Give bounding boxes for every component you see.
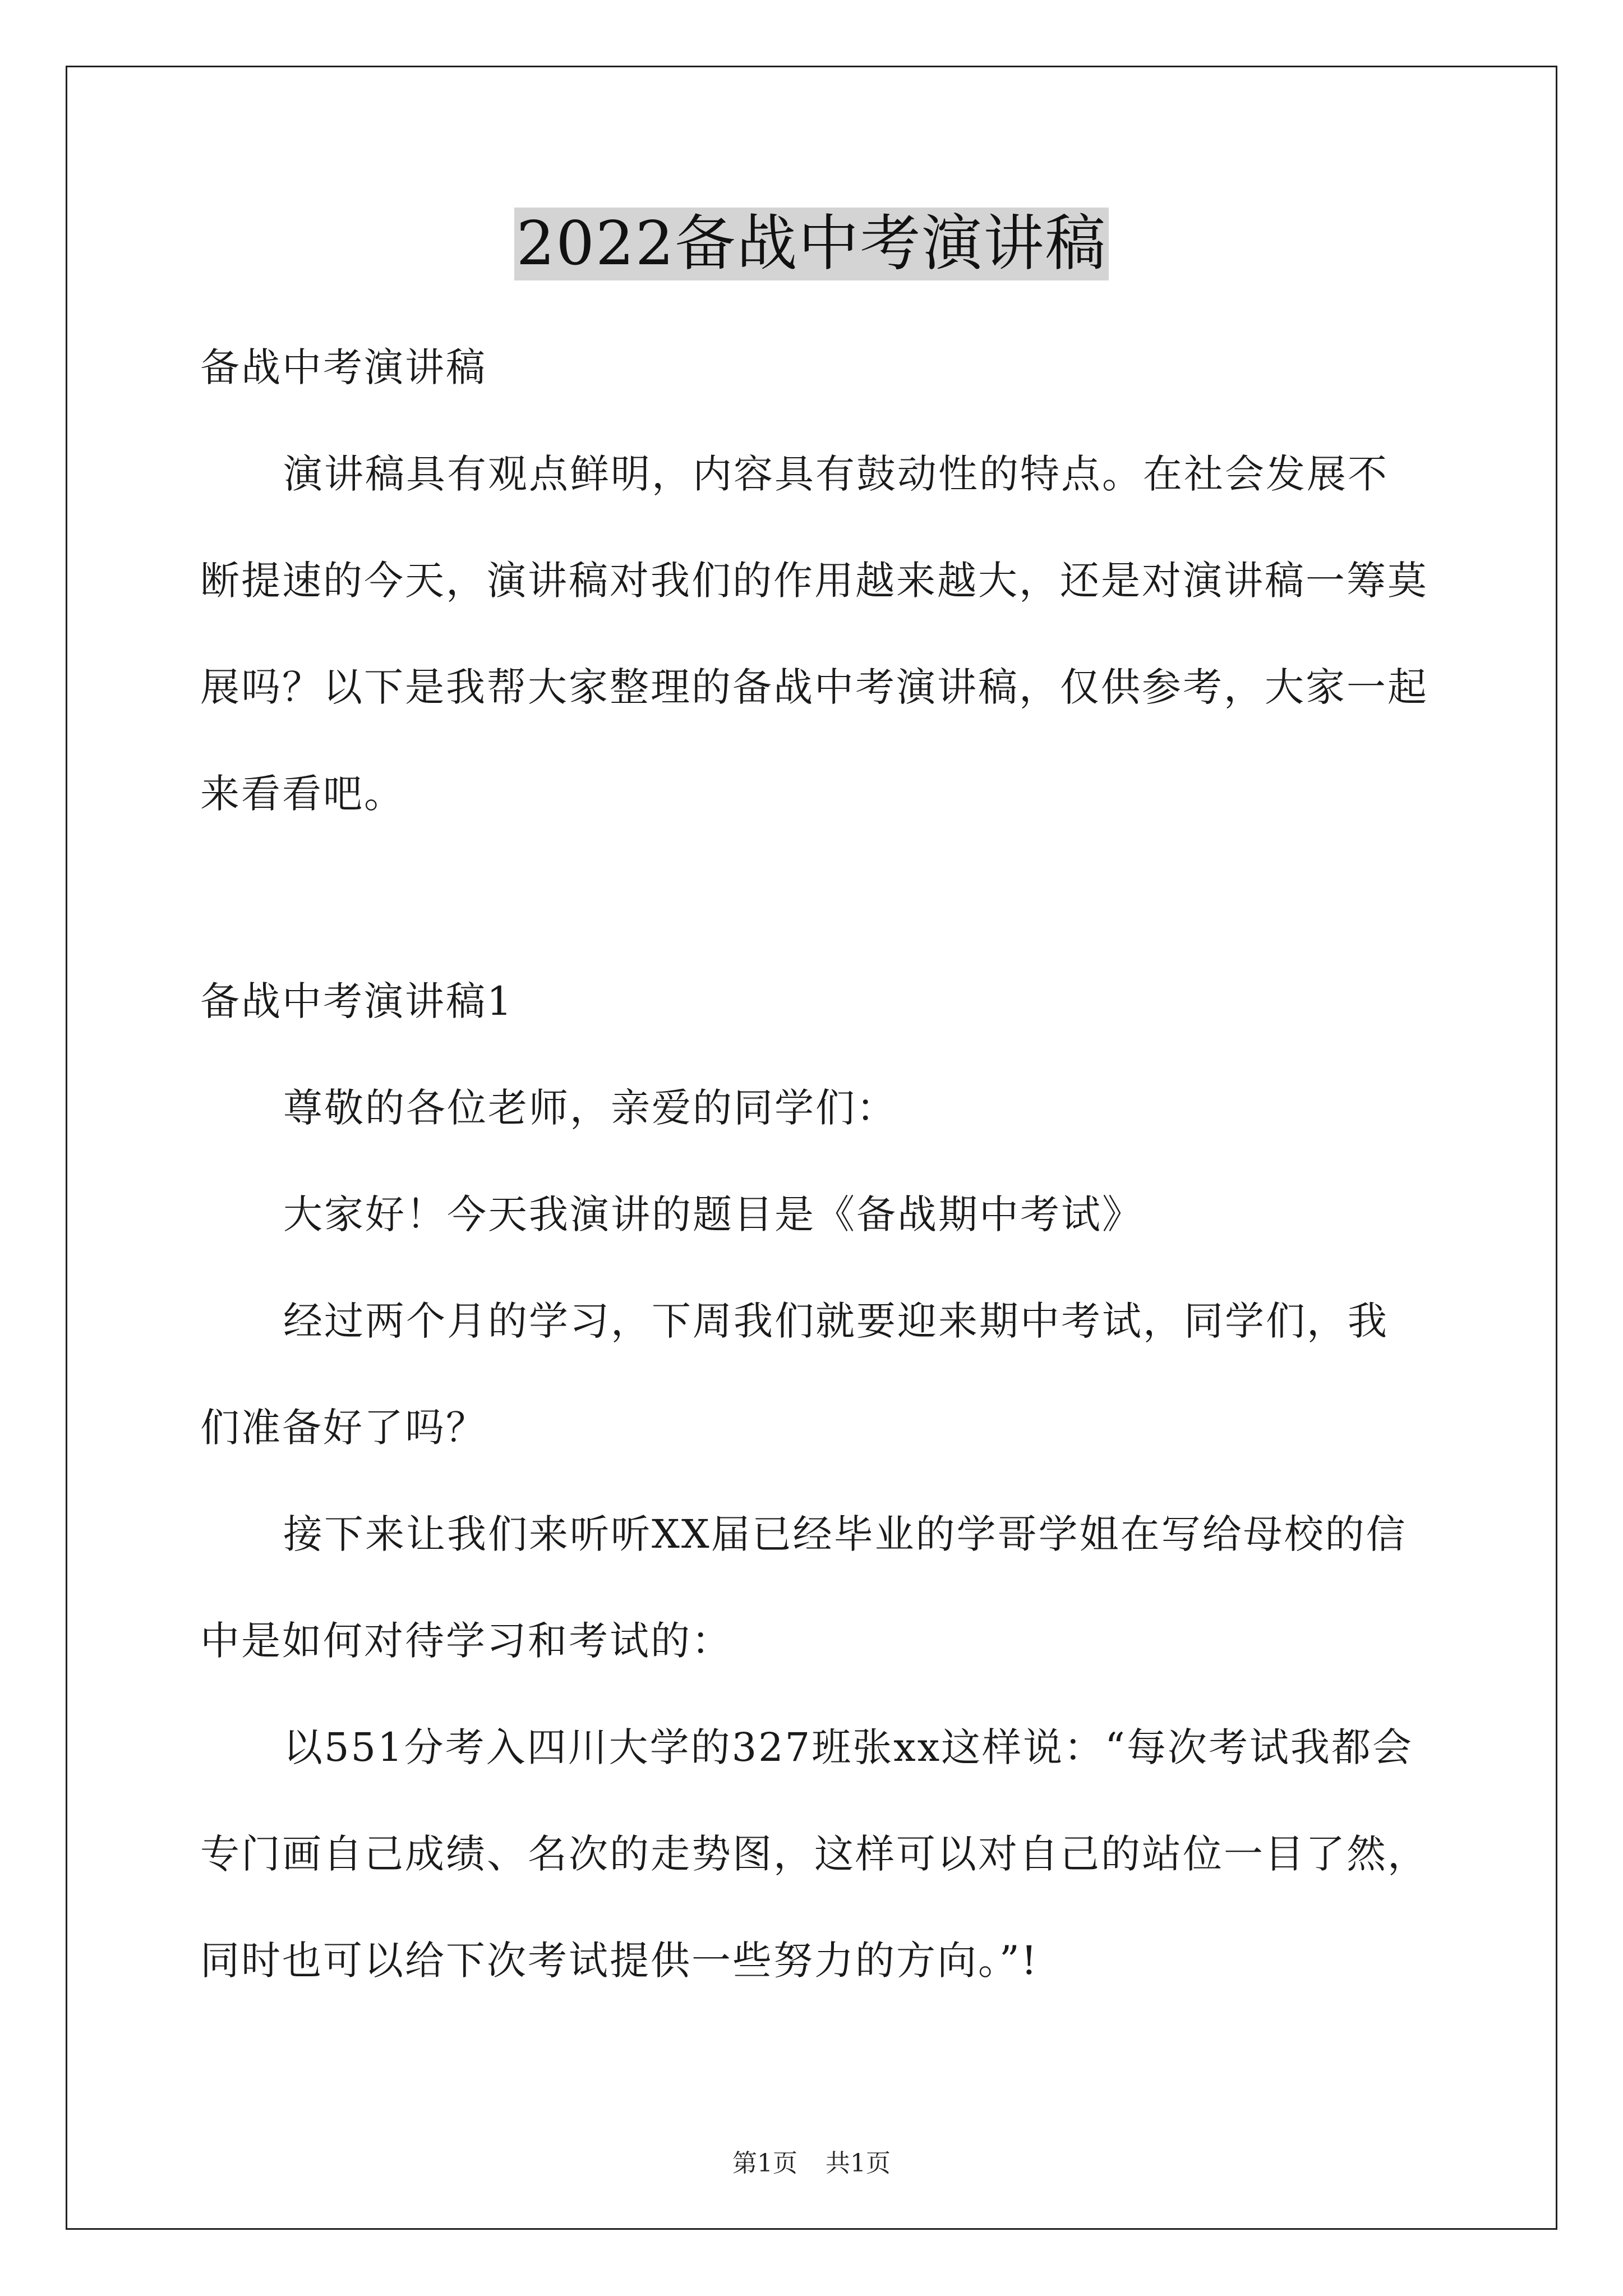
speech-topic-paragraph: 大家好！今天我演讲的题目是《备战期中考试》	[283, 1191, 1143, 1237]
subtitle: 备战中考演讲稿	[200, 344, 487, 390]
title-container	[0, 208, 1623, 280]
body-paragraph: 经过两个月的学习，下周我们就要迎来期中考试，同学们，我们准备好了吗？	[200, 1298, 1389, 1451]
page-total: 共1页	[826, 2149, 891, 2178]
quote-paragraph: 以551分考入四川大学的327班张xx这样说：“每次考试我都会专门画自己成绩、名次的走势图，这样可以对自己的站位一目了然，同时也可以给下次考试提供一些努力的方向。”!	[200, 1724, 1428, 1984]
page-number: 第1页	[732, 2149, 797, 2178]
body-paragraph: 接下来让我们来听听XX届已经毕业的学哥学姐在写给母校的信中是如何对待学习和考试的：	[200, 1511, 1407, 1664]
intro-paragraph: 演讲稿具有观点鲜明，内容具有鼓动性的特点。在社会发展不断提速的今天，演讲稿对我们的作用越来越大，还是对演讲稿一筹莫展吗？以下是我帮大家整理的备战中考演讲稿，仅供参考，大家一起来看看吧。	[200, 451, 1428, 817]
page-footer	[0, 2143, 1623, 2179]
document-body	[200, 314, 1428, 2014]
section-heading: 备战中考演讲稿1	[200, 978, 514, 1024]
greeting-paragraph: 尊敬的各位老师，亲爱的同学们：	[283, 1085, 897, 1131]
document-title: 2022备战中考演讲稿	[514, 208, 1109, 280]
section-spacer	[200, 847, 1428, 948]
